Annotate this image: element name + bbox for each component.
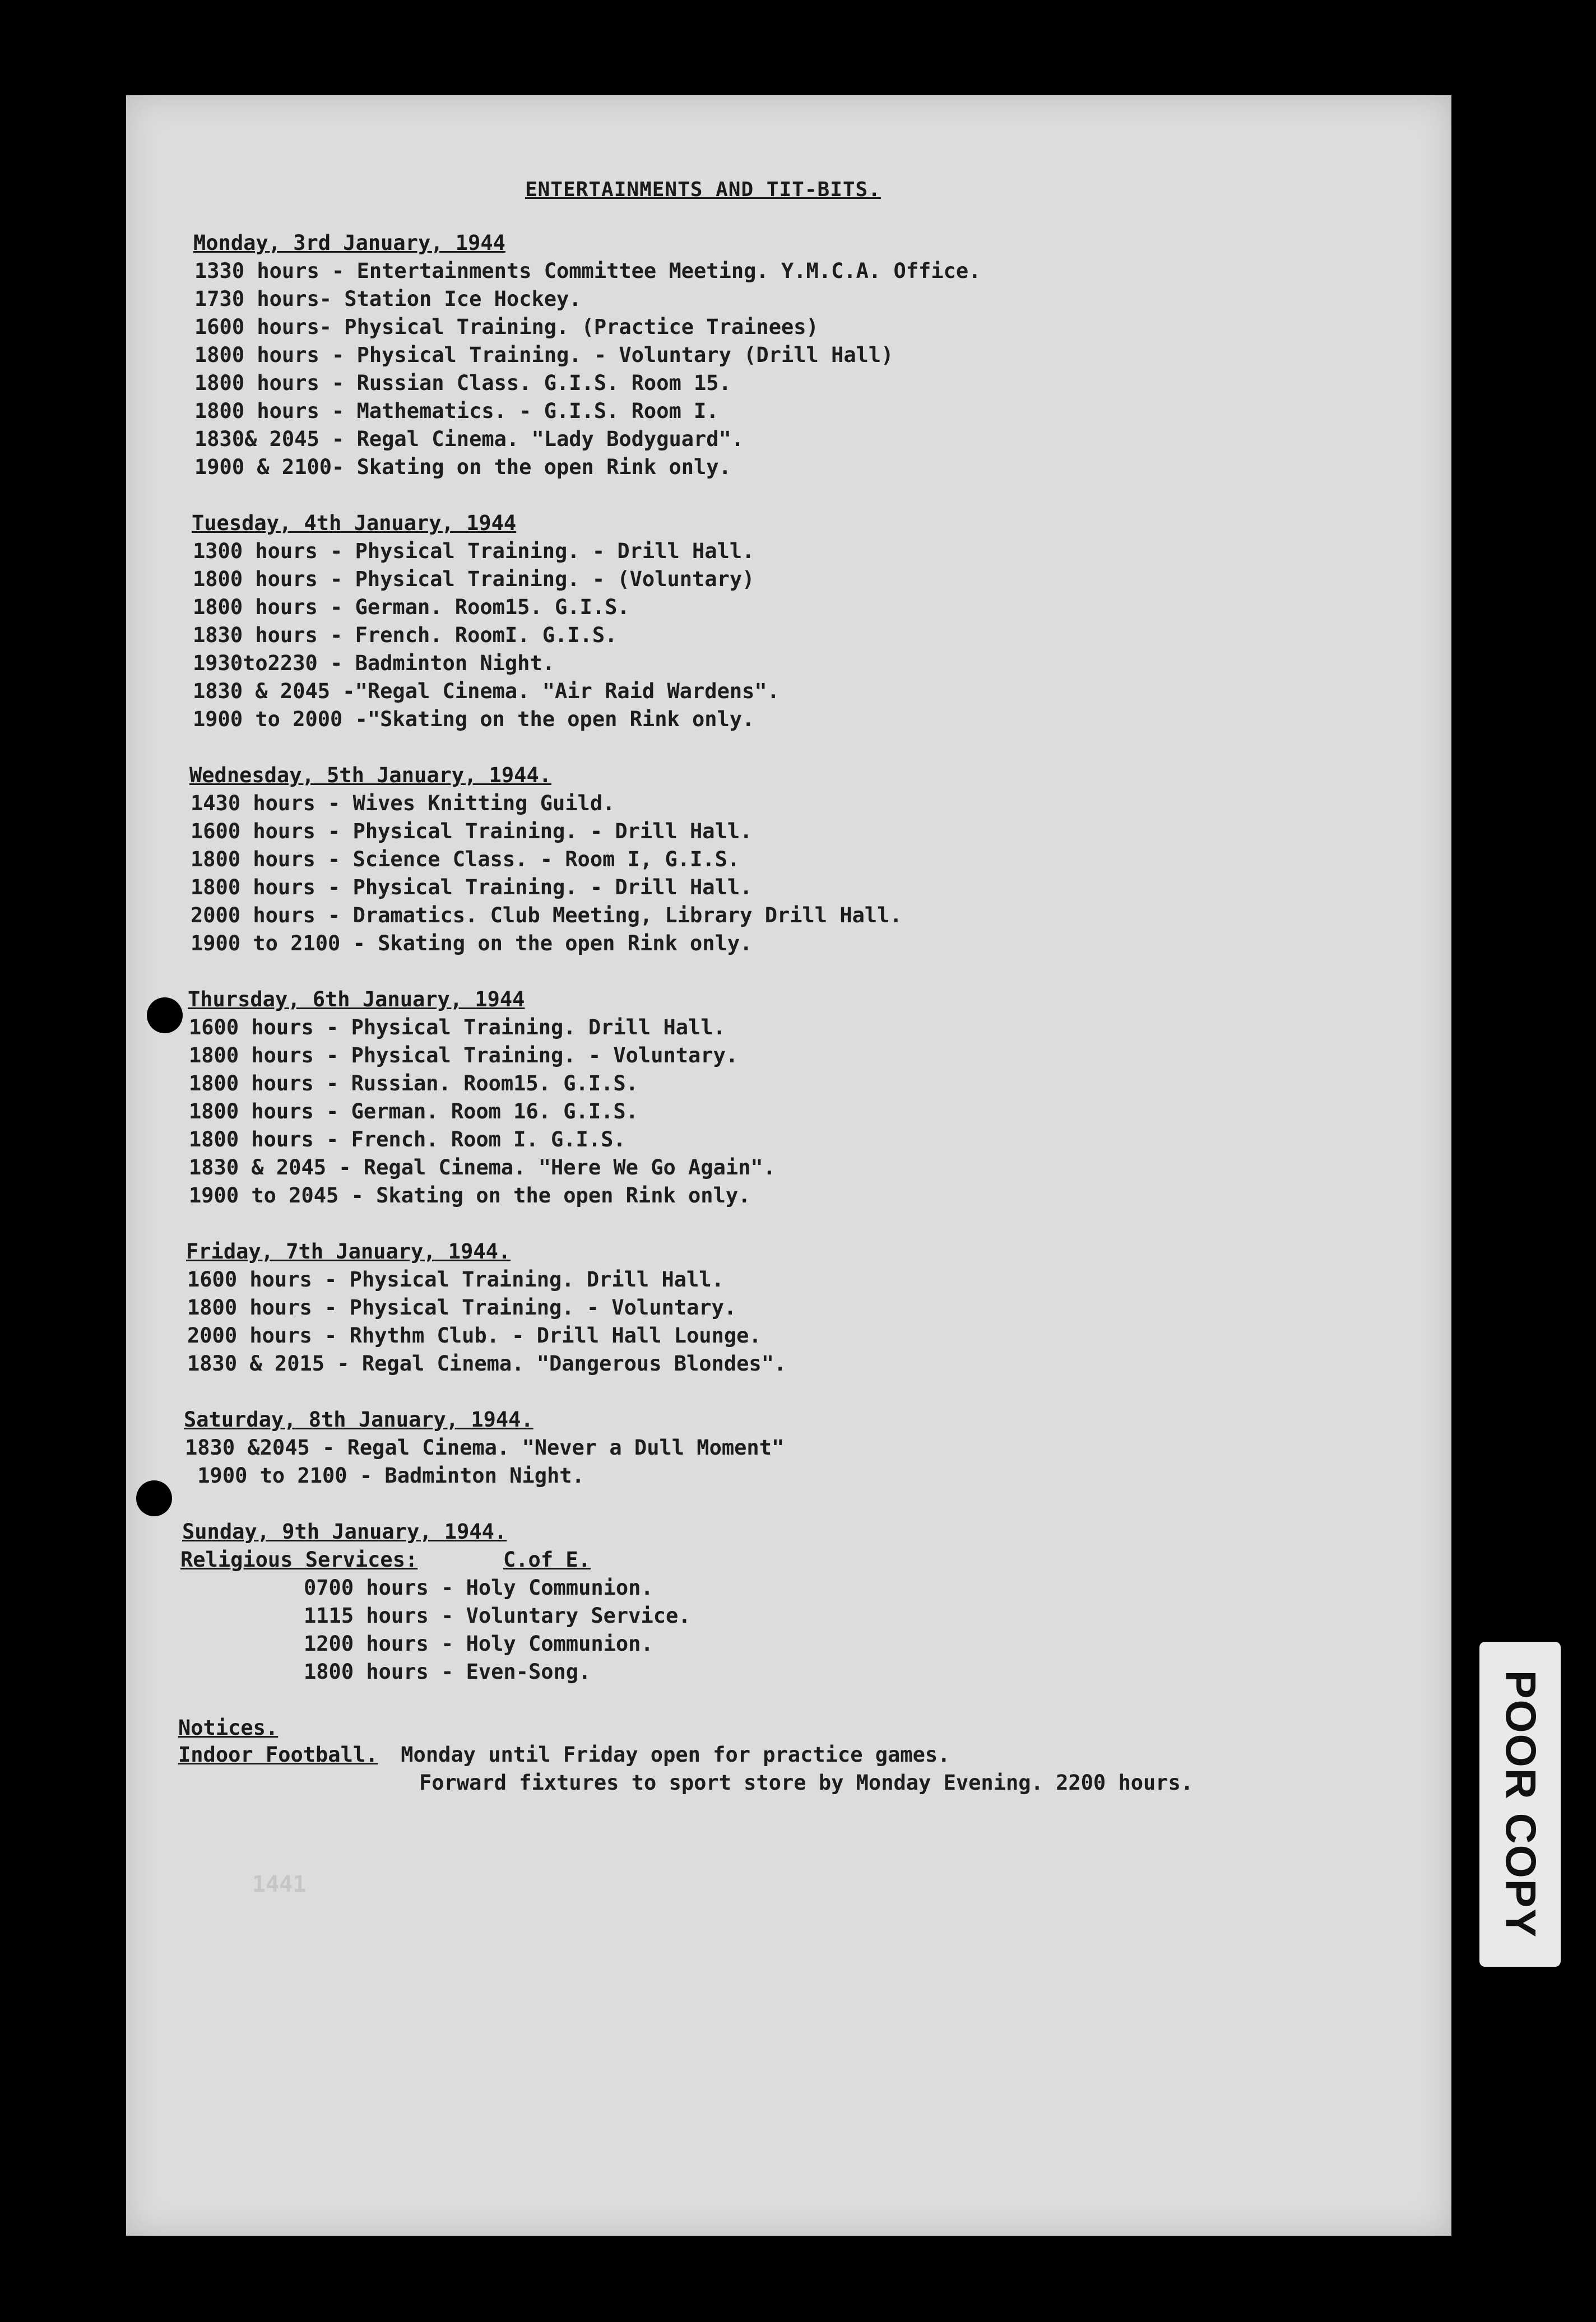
- schedule-line: 2000 hours - Rhythm Club. - Drill Hall Lounge.: [187, 1323, 762, 1348]
- schedule-line: 1800 hours - Physical Training. - Voluntary.: [187, 1295, 737, 1320]
- schedule-line: 1730 hours- Station Ice Hockey.: [194, 287, 582, 311]
- schedule-line: 1600 hours - Physical Training. Drill Hall.: [189, 1015, 726, 1039]
- schedule-line: 1830 &2045 - Regal Cinema. "Never a Dull Moment": [185, 1436, 785, 1460]
- schedule-line: 1800 hours - Physical Training. - (Voluntary): [193, 567, 755, 591]
- notices-heading: Notices.: [178, 1716, 279, 1740]
- poor-copy-stamp: [1479, 1642, 1561, 1967]
- service-line: 1800 hours - Even-Song.: [304, 1660, 591, 1684]
- religious-services-label: Religious Services:: [180, 1548, 418, 1572]
- schedule-line: 1900 to 2000 -"Skating on the open Rink only.: [193, 707, 755, 731]
- schedule-line: 1600 hours - Physical Training. - Drill Hall.: [191, 819, 753, 843]
- schedule-line: 1800 hours - Physical Training. - Drill Hall.: [191, 875, 753, 899]
- schedule-line: 1600 hours - Physical Training. Drill Hall.: [187, 1267, 724, 1292]
- day-heading: Tuesday, 4th January, 1944: [192, 511, 517, 535]
- schedule-line: 1830 & 2045 -"Regal Cinema. "Air Raid Wardens".: [193, 679, 780, 703]
- document-title: ENTERTAINMENTS AND TIT-BITS.: [525, 178, 881, 201]
- poor-copy-text: POOR COPY: [1496, 1670, 1544, 1939]
- service-line: 1115 hours - Voluntary Service.: [304, 1604, 691, 1628]
- schedule-line: 1830 & 2045 - Regal Cinema. "Here We Go Again".: [189, 1155, 776, 1179]
- day-heading: Friday, 7th January, 1944.: [186, 1239, 511, 1264]
- schedule-line: 1830 & 2015 - Regal Cinema. "Dangerous Blondes".: [187, 1352, 787, 1376]
- day-heading: Thursday, 6th January, 1944: [188, 987, 525, 1011]
- service-line: 0700 hours - Holy Communion.: [304, 1576, 653, 1600]
- schedule-line: 1830 hours - French. RoomI. G.I.S.: [193, 623, 618, 647]
- schedule-line: 2000 hours - Dramatics. Club Meeting, Library Drill Hall.: [191, 903, 902, 927]
- schedule-line: 1830& 2045 - Regal Cinema. "Lady Bodyguard".: [194, 427, 744, 451]
- schedule-line: 1930to2230 - Badminton Night.: [193, 651, 555, 675]
- punch-hole: [147, 997, 183, 1033]
- schedule-line: 1900 to 2100 - Skating on the open Rink only.: [191, 931, 753, 955]
- day-heading: Wednesday, 5th January, 1944.: [189, 763, 552, 787]
- schedule-line: 1300 hours - Physical Training. - Drill Hall.: [193, 539, 755, 563]
- service-line: 1200 hours - Holy Communion.: [304, 1632, 653, 1656]
- day-heading: Sunday, 9th January, 1944.: [182, 1520, 507, 1544]
- schedule-line: 1800 hours - Russian Class. G.I.S. Room 15.: [194, 371, 731, 395]
- schedule-line: 1900 to 2045 - Skating on the open Rink only.: [189, 1183, 751, 1208]
- faint-mark: 1441: [252, 1871, 307, 1897]
- day-heading: Monday, 3rd January, 1944: [193, 231, 505, 255]
- schedule-line: 1800 hours - German. Room15. G.I.S.: [193, 595, 630, 619]
- schedule-line: 1800 hours - Mathematics. - G.I.S. Room I.: [194, 399, 719, 423]
- schedule-line: 1800 hours - French. Room I. G.I.S.: [189, 1127, 626, 1151]
- schedule-line: 1800 hours - Science Class. - Room I, G.I.S.: [191, 847, 740, 871]
- schedule-line: 1900 & 2100- Skating on the open Rink only.: [194, 455, 731, 479]
- notice-item-label: Indoor Football.: [178, 1743, 378, 1767]
- church-label: C.of E.: [503, 1548, 591, 1572]
- day-heading: Saturday, 8th January, 1944.: [184, 1408, 533, 1432]
- schedule-line: 1430 hours - Wives Knitting Guild.: [191, 791, 615, 815]
- schedule-line: 1600 hours- Physical Training. (Practice Trainees): [194, 315, 819, 339]
- schedule-line: 1900 to 2100 - Badminton Night.: [185, 1464, 584, 1488]
- punch-hole: [136, 1480, 172, 1516]
- schedule-line: 1330 hours - Entertainments Committee Meeting. Y.M.C.A. Office.: [194, 259, 981, 283]
- schedule-line: 1800 hours - Physical Training. - Voluntary.: [189, 1043, 739, 1067]
- notice-item-text: Monday until Friday open for practice games.: [388, 1743, 950, 1767]
- notice-item-text-2: Forward fixtures to sport store by Monday Evening. 2200 hours.: [419, 1771, 1194, 1795]
- schedule-line: 1800 hours - Russian. Room15. G.I.S.: [189, 1071, 638, 1095]
- schedule-line: 1800 hours - Physical Training. - Voluntary (Drill Hall): [194, 343, 894, 367]
- schedule-line: 1800 hours - German. Room 16. G.I.S.: [189, 1099, 638, 1123]
